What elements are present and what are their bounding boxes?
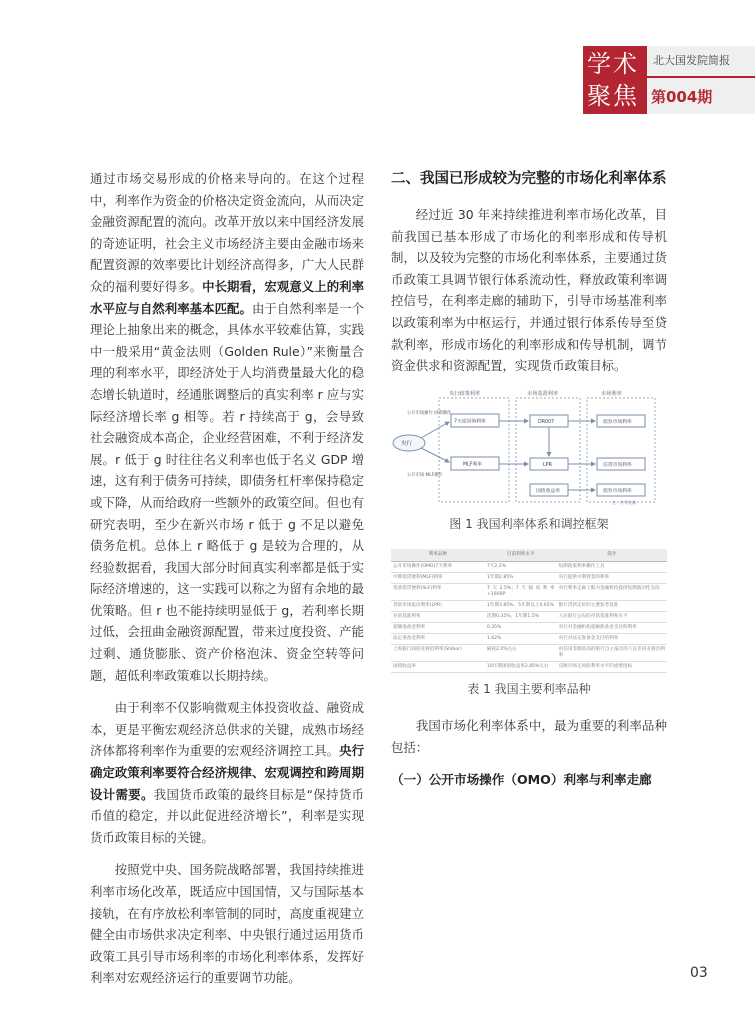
table-cell: 央行对金融机构超额准备金支付的利率 <box>557 623 667 634</box>
table-cell: 存款基准利率 <box>391 612 485 623</box>
market-box-3-label: 债券市场利率 <box>603 488 632 494</box>
op-label-2: 公开市场 MLF操作 <box>407 472 443 478</box>
rate-framework-figure <box>391 388 667 506</box>
table-cell: 由信用等级较高的银行自主报出的人民币同业拆出利率 <box>557 645 667 662</box>
benchmark-box-1-label: DR007 <box>538 419 555 425</box>
table-cell: 央行提供中期资金的利率 <box>557 573 667 584</box>
table-cell: 7天2.5%；7天隔夜利率+100BP <box>485 584 557 601</box>
rate-table <box>391 549 667 673</box>
market-box-2-label: 信贷市场利率 <box>603 462 632 468</box>
op-label-1: 公开市场操作 回购操作 <box>407 410 452 416</box>
table-row <box>391 662 667 673</box>
table-cell: 法定准备金利率 <box>391 634 485 645</box>
table-header: 利率品种 <box>391 549 485 562</box>
left-paragraph-2 <box>90 697 364 848</box>
table-cell: 公开市场操作(OMO)7天利率 <box>391 562 485 573</box>
issue-header <box>583 46 755 114</box>
table-cell: 短期政策利率操作工具 <box>557 562 667 573</box>
arrow-bank-policy2 <box>421 448 449 462</box>
table-cell: 活期0.35%，1年期1.5% <box>485 612 557 623</box>
table-cell: 0.35% <box>485 623 557 634</box>
table-cell: 上海银行间同业拆借利率(Shibor) <box>391 645 485 662</box>
table-row <box>391 584 667 601</box>
table-cell: 中期借贷便利(MLF)利率 <box>391 573 485 584</box>
table-cell: 7天2.2% <box>485 562 557 573</box>
table-row <box>391 612 667 623</box>
header-tag-line2: 聚焦 <box>587 82 639 110</box>
subsection-heading: （一）公开市场操作（OMO）利率与利率走廊 <box>391 772 652 788</box>
table-header: 目前利率水平 <box>485 549 557 562</box>
left-paragraph-3: 按照党中央、国务院战略部署，我国持续推进利率市场化改革，既适应中国国情，又与国际基本接轨，在有序放松利率管制的同时，高度重视建立健全由市场供求决定利率、中央银行通过运用货币政策工具引导市场利率的市场化利率体系，发挥好利率对宏观经济运行的重要调节功能。 <box>90 862 364 986</box>
table-row <box>391 623 667 634</box>
table-header: 简介 <box>557 549 667 562</box>
header-tag-block <box>583 46 647 114</box>
arrow-bank-policy1 <box>421 422 449 438</box>
table-cell: 10年期国债收益率2.85%左右 <box>485 662 557 673</box>
table-cell: 隔夜2.0%左右 <box>485 645 557 662</box>
table-cell: 银行贷款定价的主要参考基准 <box>557 601 667 612</box>
policy-box-2-label: MLF利率 <box>463 462 483 468</box>
table-cell: 1年期3.85%，5年期以上4.65% <box>485 601 557 612</box>
table-cell: 央行对法定准备金支付的利率 <box>557 634 667 645</box>
header-tag-line1: 学术 <box>587 50 639 78</box>
table-row <box>391 634 667 645</box>
page-number: 03 <box>690 965 708 981</box>
table-row <box>391 562 667 573</box>
text-run: 通过市场交易形成的价格来导向的。在这个过程中，利率作为资金的价格决定资金流向，从而决定金融资源配置的流向。改革开放以来中国经济发展的奇迹证明，社会主义市场经济主要由金融市场来配置资源的效率要比计划经济高得多，广大人民群众的福利要好得多。 <box>90 171 364 294</box>
text-run: 我国货币政策的最终目标是“保持货币币值的稳定，并以此促进经济增长”，利率是实现货币政策目标的关键。 <box>90 786 365 845</box>
text-run: 由于自然利率是一个理论上抽象出来的概念，具体水平较难估算，实践中一般采用“黄金法则（Golden Rule）”来衡量合理的利率水平，即经济处于人均消费量最大化的稳态增长轨道时，经通胀调整后的真实利率 r 应与实际经济增长率 g 相等。若 r 持续高于 g，会导致社会融资成本高企，企业经营困难，不利于经济发展。r 低于 g 时往往名义利率也低于名义 GDP 增速，这有利于债务可持续，即债务杠杆率保持稳定或下降，从而给政府一些额外的政策空间。但也有研究表明，至少在新兴市场 r 低于 g 不足以避免债务危机。总体上 r 略低于 g 是较为合理的，从经验数据看，我国大部分时间真实利率都是低于实际经济增速的，这一实践可以称之为留有余地的最优策略。但 r 也不能持续明显低于 g，若利率长期过低，会扭曲金融资源配置，带来过度投资、产能过剩、通货膨胀、资产价格泡沫、资金空转等问题，超低利率政策难以长期持续。 <box>90 300 365 683</box>
section-title: 二、我国已形成较为完整的市场化利率体系 <box>391 171 667 187</box>
table-cell: 国债收益率 <box>391 662 485 673</box>
table-cell: 央行利率走廊上限为金融机构提供短期流动性支持 <box>557 584 667 601</box>
bold-run: 央行确定政策利率要符合经济规律、宏观调控和跨周期设计需要。 <box>90 743 365 802</box>
benchmark-box-2-label: LPR <box>543 462 552 468</box>
table-cell: 1年期2.85% <box>485 573 557 584</box>
benchmark-box-3-label: 国债收益率 <box>536 488 560 494</box>
table-cell: 人民银行公布的存款基准利率水平 <box>557 612 667 623</box>
left-column <box>90 168 364 1000</box>
table-caption: 表 1 我国主要利率品种 <box>467 682 591 697</box>
right-paragraph-1: 经过近 30 年来持续推进利率市场化改革，目前我国已基本形成了市场化的利率形成和传导机制，以及较为完整的市场化利率体系，主要通过货币政策工具调节银行体系流动性，释放政策利率调控信号，在利率走廊的辅助下，引导市场基准利率以政策利率为中枢运行，并通过银行体系传导至贷款利率，形成市场化的利率形成和传导机制，调节资金供求和资源配置，实现货币政策目标。 <box>391 207 667 374</box>
table-row <box>391 645 667 662</box>
right-column <box>391 168 667 790</box>
table-cell: 常备借贷便利(SLF)利率 <box>391 584 485 601</box>
publication-name: 北大国发院简报 <box>653 54 730 67</box>
figure-note: 注：传导机制 <box>612 499 636 505</box>
group-header-benchmark: 市场基准利率 <box>527 390 559 397</box>
market-box-1-label: 债券市场利率 <box>603 419 632 425</box>
header-info-block <box>647 46 755 114</box>
framework-diagram <box>391 388 667 506</box>
node-central-bank-label: 央行 <box>401 440 413 447</box>
table-row <box>391 573 667 584</box>
table-cell: 超额准备金利率 <box>391 623 485 634</box>
right-paragraph-2: 我国市场化利率体系中，最为重要的利率品种包括： <box>391 717 667 755</box>
bold-run: 中长期看，宏观意义上的利率水平应与自然利率基本匹配。 <box>90 278 365 316</box>
policy-box-1-label: 7天逆回购利率 <box>454 419 486 425</box>
flow-arrows <box>421 421 595 490</box>
left-paragraph-1 <box>90 168 364 686</box>
group-header-policy: 央行政策利率 <box>449 390 481 397</box>
group-header-market: 市场利率 <box>601 390 622 397</box>
figure-caption: 图 1 我国利率体系和调控框架 <box>449 516 609 531</box>
table-cell: 反映市场无风险利率水平的重要指标 <box>557 662 667 673</box>
table-cell: 贷款市场报价利率(LPR) <box>391 601 485 612</box>
text-run: 由于利率不仅影响微观主体投资收益、融资成本，更是平衡宏观经济总供求的关键，成熟市场经济体都将利率作为重要的宏观经济调控工具。 <box>90 700 364 759</box>
issue-number: 第004期 <box>651 88 713 106</box>
table-row <box>391 601 667 612</box>
table-header-row <box>391 549 667 562</box>
table-cell: 1.62% <box>485 634 557 645</box>
header-divider <box>647 76 755 78</box>
